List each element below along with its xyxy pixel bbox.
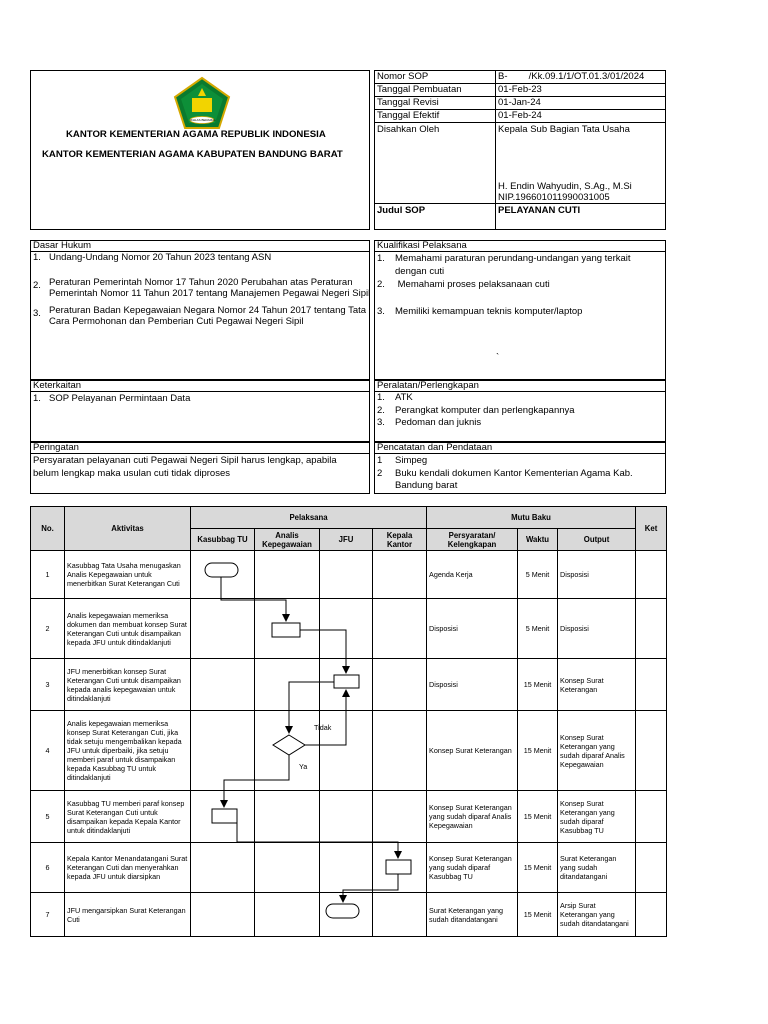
col-jfu: JFU xyxy=(320,529,373,551)
pencatatan-item: Simpeg xyxy=(395,455,428,466)
col-pelaksana: Pelaksana xyxy=(191,507,427,529)
kualifikasi-item: Memahami proses pelaksanaan cuti xyxy=(395,279,550,290)
col-mutu-baku: Mutu Baku xyxy=(427,507,636,529)
table-row: 7 JFU mengarsipkan Surat Keterangan Cuti Surat Keterangan yang sudah ditandatangani 15 Menit Arsip Surat Keterangan yang sudah ditandatangani xyxy=(31,893,667,937)
keterkaitan-title: Keterkaitan xyxy=(33,380,82,391)
disahkan-label: Disahkan Oleh xyxy=(377,124,440,135)
dasar-hukum-item: Undang-Undang Nomor 20 Tahun 2023 tentang ASN xyxy=(49,252,272,263)
col-kasubbag: Kasubbag TU xyxy=(191,529,255,551)
table-row: 6 Kepala Kantor Menandatangani Surat Keterangan Cuti dan menyerahkan kepada JFU untuk diarsipkan Konsep Surat Keterangan yang sudah diparaf Kasubbag TU 15 Menit Surat Keterangan yang sudah ditandatangani xyxy=(31,843,667,893)
decision-label-ya: Ya xyxy=(299,762,308,771)
tanggal-revisi-value: 01-Jan-24 xyxy=(498,97,541,108)
aktivitas-cell: Kepala Kantor Menandatangani Surat Keterangan Cuti dan menyerahkan kepada JFU untuk diarsipkan xyxy=(65,843,191,893)
aktivitas-cell: JFU menerbitkan konsep Surat Keterangan Cuti untuk disampaikan kepada analis kepegawaian untuk ditindaklanjuti xyxy=(65,659,191,711)
tanggal-efektif-value: 01-Feb-24 xyxy=(498,110,542,121)
aktivitas-cell: Analis kepegawaian memeriksa dokumen dan membuat konsep Surat Keterangan Cuti untuk disampaikan kepada JFU untuk ditindaklanjuti xyxy=(65,599,191,659)
signer-nip: NIP.196601011990031005 xyxy=(498,192,610,203)
aktivitas-cell: JFU mengarsipkan Surat Keterangan Cuti xyxy=(65,893,191,937)
dasar-hukum-title: Dasar Hukum xyxy=(33,240,92,251)
col-waktu: Waktu xyxy=(518,529,558,551)
dasar-hukum-item-cont: Pemerintah Nomor 11 Tahun 2017 tentang Manajemen Pegawai Negeri Sipil xyxy=(49,288,371,299)
pencatatan-title: Pencatatan dan Pendataan xyxy=(377,442,493,453)
tanggal-revisi-label: Tanggal Revisi xyxy=(377,97,439,108)
kualifikasi-item: Memahami paraturan perundang-undangan yang terkait xyxy=(395,253,631,264)
dasar-hukum-item-cont: Cara Permohonan dan Pemberian Cuti Pegawai Negeri Sipil xyxy=(49,316,304,327)
office-title-line2: KANTOR KEMENTERIAN AGAMA KABUPATEN BANDUNG BARAT xyxy=(42,149,343,160)
col-no: No. xyxy=(31,507,65,551)
aktivitas-cell: Kasubbag Tata Usaha menugaskan Analis Kepegawaian untuk menerbitkan Surat Keterangan Cuti xyxy=(65,551,191,599)
peralatan-item: ATK xyxy=(395,392,413,403)
keterkaitan-item: SOP Pelayanan Permintaan Data xyxy=(49,393,191,404)
dasar-hukum-item: Peraturan Pemerintah Nomor 17 Tahun 2020 Perubahan atas Peraturan xyxy=(49,277,353,288)
table-row: 3 JFU menerbitkan konsep Surat Keterangan Cuti untuk disampaikan kepada analis kepegawaian untuk ditindaklanjuti Disposisi 15 Menit Konsep Surat Keterangan xyxy=(31,659,667,711)
dasar-hukum-item: Peraturan Badan Kepegawaian Negara Nomor 24 Tahun 2017 tentang Tata xyxy=(49,305,367,316)
decision-label-tidak: Tidak xyxy=(314,723,332,732)
logo-text: IKHLAS BERAMAL xyxy=(190,118,216,122)
table-row: 1 Kasubbag Tata Usaha menugaskan Analis Kepegawaian untuk menerbitkan Surat Keterangan Cuti Agenda Kerja 5 Menit Disposisi xyxy=(31,551,667,599)
aktivitas-cell: Kasubbag TU memberi paraf konsep Surat Keterangan Cuti untuk disampaikan kepada Kepala Kantor untuk ditindaklanjuti xyxy=(65,791,191,843)
peralatan-item: Pedoman dan juknis xyxy=(395,417,482,428)
kualifikasi-title: Kualifikasi Pelaksana xyxy=(377,240,467,251)
tanggal-pembuatan-value: 01-Feb-23 xyxy=(498,84,542,95)
kualifikasi-item-cont: dengan cuti xyxy=(395,266,445,277)
judul-sop-label: Judul SOP xyxy=(377,205,426,216)
peralatan-title: Peralatan/Perlengkapan xyxy=(377,380,479,391)
col-persyaratan: Persyaratan/ Kelengkapan xyxy=(427,529,518,551)
table-row: 4 Analis kepegawaian memeriksa konsep Surat Keterangan Cuti, jika tidak setuju mengembalikan kepada JFU untuk diperbaiki, jika setuju memberi paraf untuk disampaikan kepada Kasubbag TU untuk ditindaklanjuti Konsep Surat Keterangan 15 Menit Konsep Surat Keterangan yang sudah diparaf Analis Kepegawaian xyxy=(31,711,667,791)
nomor-sop-label: Nomor SOP xyxy=(377,71,429,82)
col-output: Output xyxy=(558,529,636,551)
disahkan-value: Kepala Sub Bagian Tata Usaha xyxy=(498,124,630,135)
office-title-line1: KANTOR KEMENTERIAN AGAMA REPUBLIK INDONESIA xyxy=(66,129,326,140)
signer-name: H. Endin Wahyudin, S.Ag., M.Si xyxy=(498,181,632,192)
judul-sop-value: PELAYANAN CUTI xyxy=(498,205,581,216)
peringatan-text-cont: belum lengkap maka usulan cuti tidak diproses xyxy=(33,468,230,479)
col-ket: Ket xyxy=(636,507,667,551)
peralatan-item: Perangkat komputer dan perlengkapannya xyxy=(395,405,575,416)
pencatatan-item-cont: Bandung barat xyxy=(395,480,458,491)
tanggal-efektif-label: Tanggal Efektif xyxy=(377,110,440,121)
aktivitas-cell: Analis kepegawaian memeriksa konsep Surat Keterangan Cuti, jika tidak setuju mengembalikan kepada JFU untuk diperbaiki, jika setuju memberi paraf untuk disampaikan kepada Kasubbag TU untuk ditindaklanjuti xyxy=(65,711,191,791)
table-row: 5 Kasubbag TU memberi paraf konsep Surat Keterangan Cuti untuk disampaikan kepada Kepala Kantor untuk ditindaklanjuti Konsep Surat Keterangan yang sudah diparaf Analis Kepegawaian 15 Menit Konsep Surat Keterangan yang sudah diparaf Kasubbag TU xyxy=(31,791,667,843)
peringatan-title: Peringatan xyxy=(33,442,79,453)
col-aktivitas: Aktivitas xyxy=(65,507,191,551)
kualifikasi-item: Memiliki kemampuan teknis komputer/laptop xyxy=(395,306,583,317)
kualifikasi-mark: ` xyxy=(496,352,500,363)
nomor-sop-value: B- /Kk.09.1/1/OT.01.3/01/2024 xyxy=(498,71,645,82)
table-row: 2 Analis kepegawaian memeriksa dokumen dan membuat konsep Surat Keterangan Cuti untuk disampaikan kepada JFU untuk ditindaklanjuti Disposisi 5 Menit Disposisi xyxy=(31,599,667,659)
sop-flow-table xyxy=(30,506,667,937)
tanggal-pembuatan-label: Tanggal Pembuatan xyxy=(377,84,462,95)
col-kepala: Kepala Kantor xyxy=(373,529,427,551)
col-analis: Analis Kepegawaian xyxy=(255,529,320,551)
pencatatan-item: Buku kendali dokumen Kantor Kementerian Agama Kab. xyxy=(395,468,633,479)
peringatan-text: Persyaratan pelayanan cuti Pegawai Negeri Sipil harus lengkap, apabila xyxy=(33,455,337,466)
